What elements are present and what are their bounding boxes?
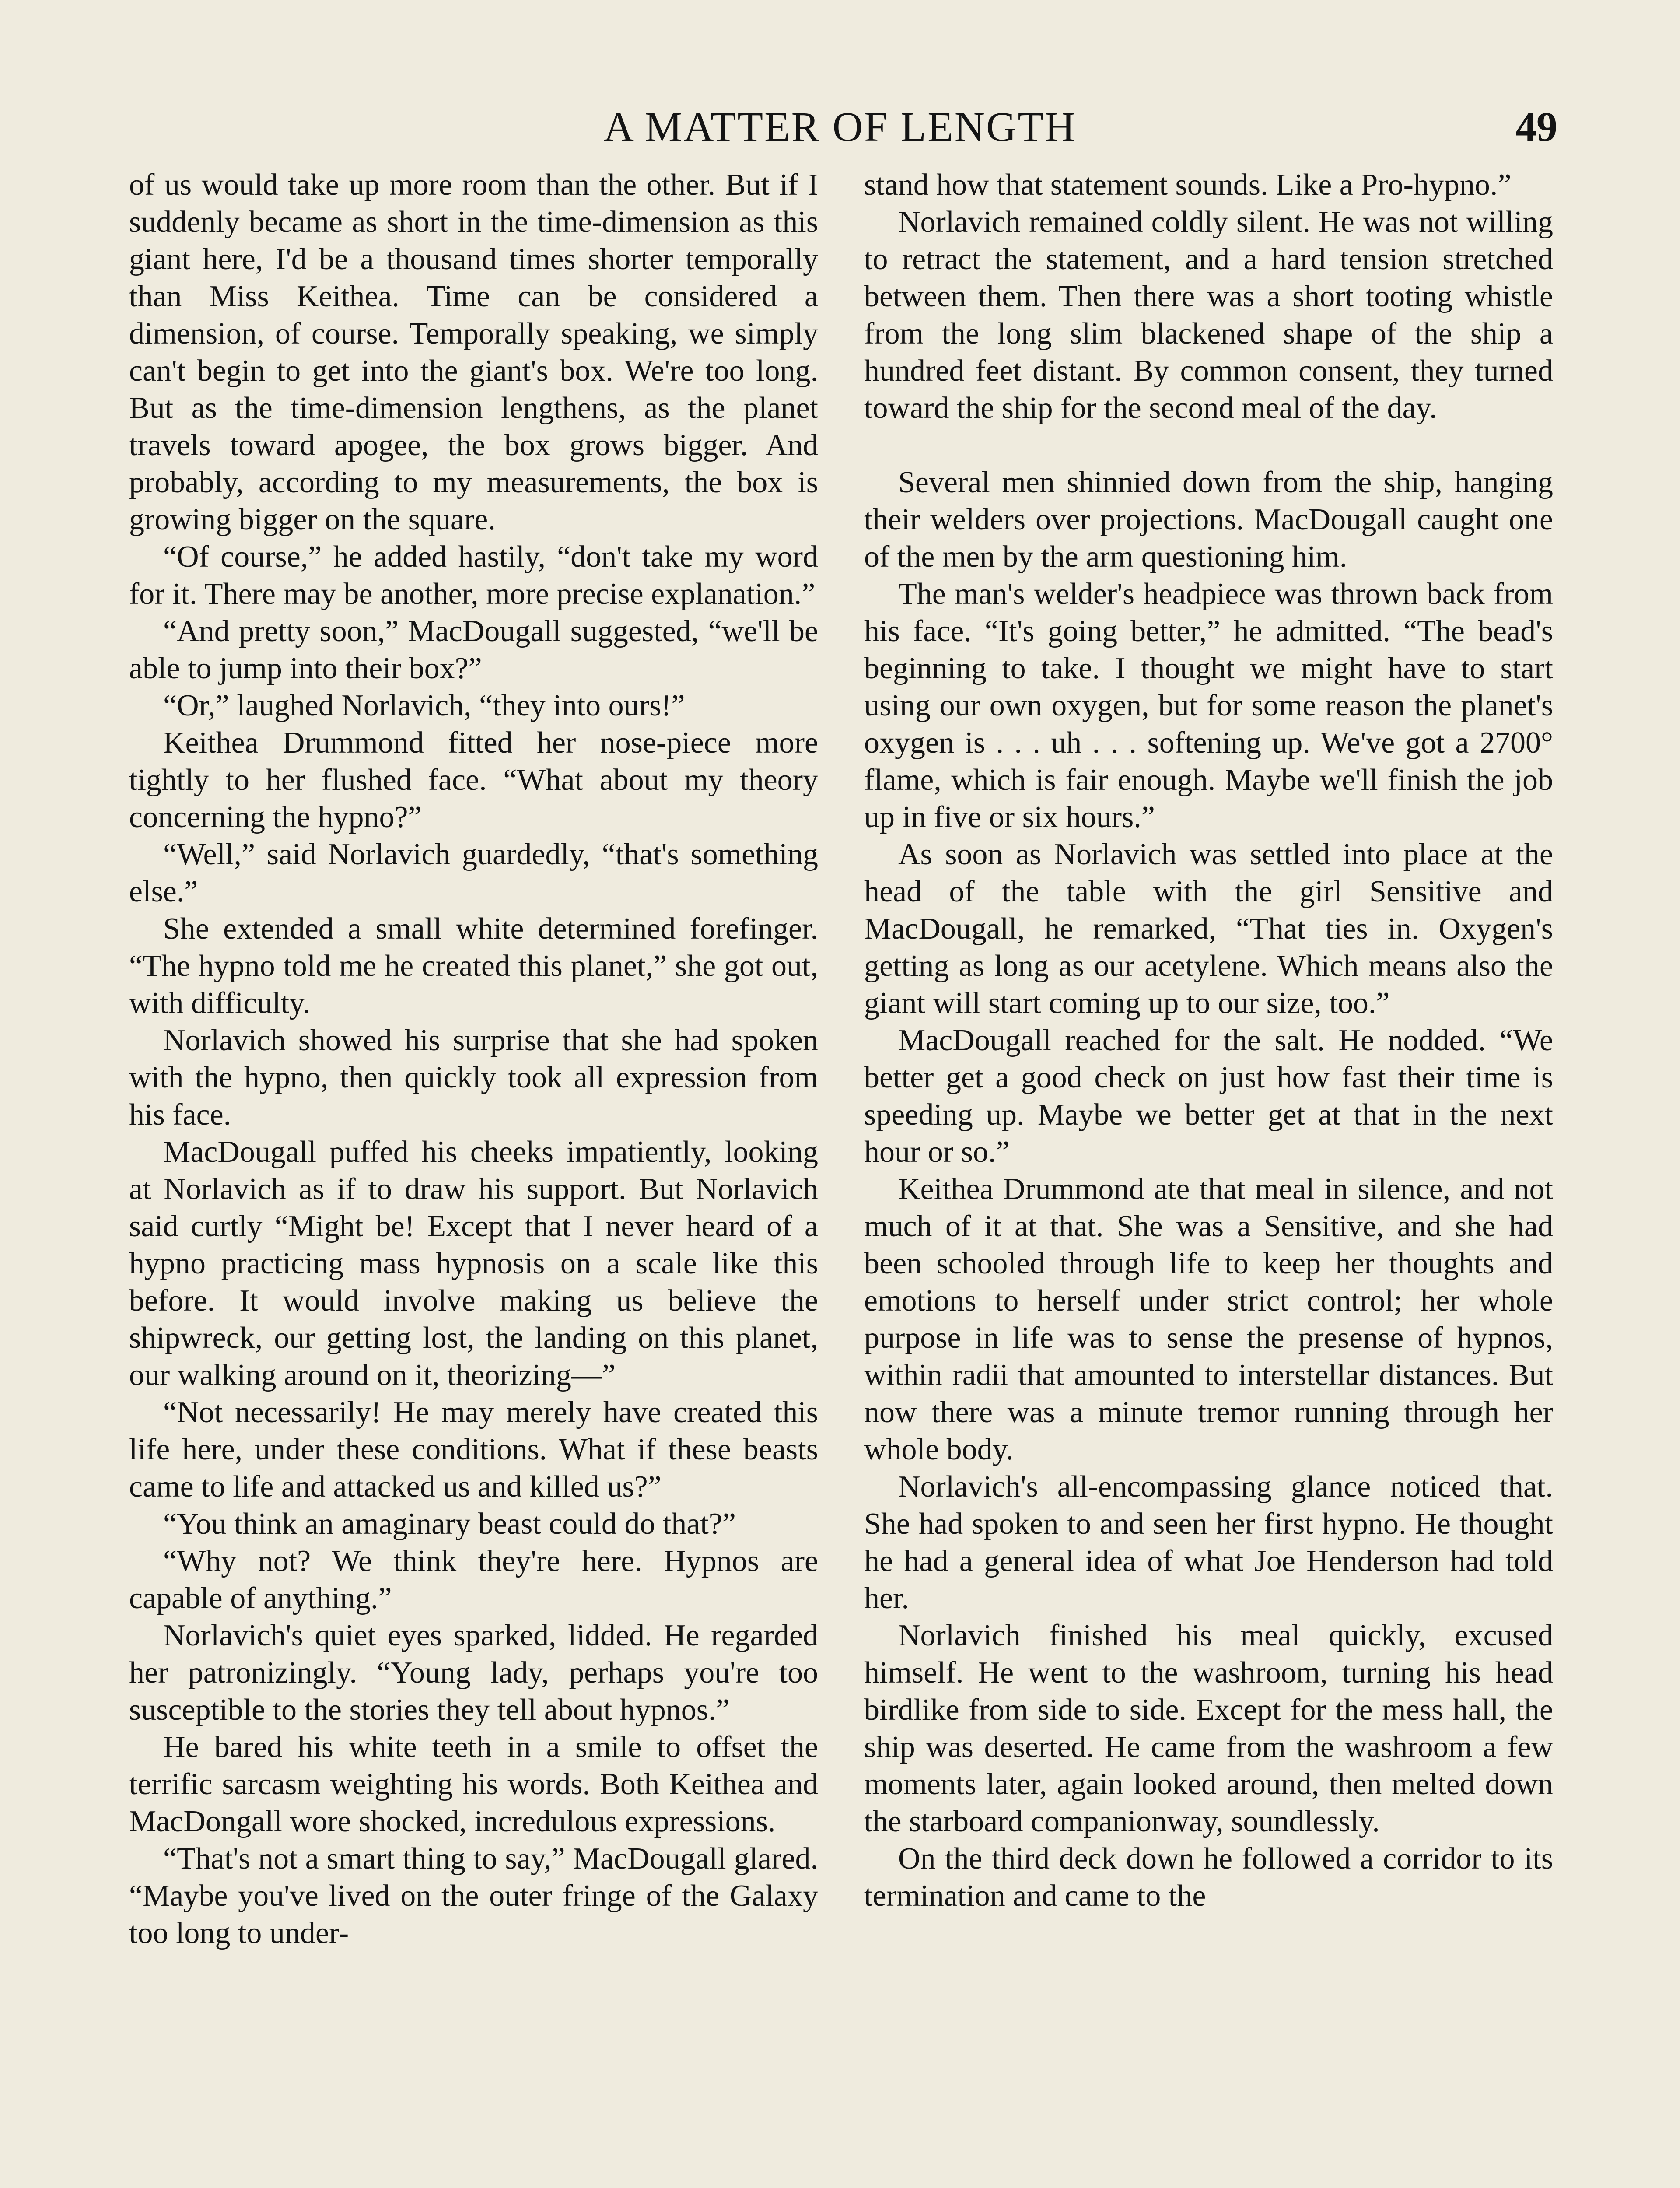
paragraph: “You think an amaginary beast could do that?” [163,1507,736,1541]
right-column [864,166,1553,1914]
paragraph: “Of course,” he added hastily, “don't take my word for it. There may be another, more precise explanation.” [129,540,818,611]
paragraph: “Why not? We think they're here. Hypnos are capable of anything.” [129,1544,818,1615]
paragraph: “And pretty soon,” MacDougall suggested, “we'll be able to jump into their box?” [129,614,818,685]
running-title: A MATTER OF LENGTH [603,103,1077,150]
paragraph: “Not necessarily! He may merely have created this life here, under these conditions. What if these beasts came to life and attacked us and killed us?” [129,1396,818,1504]
paragraph: Norlavich showed his surprise that she had spoken with the hypno, then quickly took all expression from his face. [129,1024,818,1132]
paragraph: Keithea Drummond ate that meal in silence, and not much of it at that. She was a Sensitive, and she had been schooled through life to keep her thoughts and emotions to herself under strict control; her whole purpose in life was to sense the presense of hypnos, within radii that amounted to interstellar distances. But now there was a minute tremor running through her whole body. [864,1172,1553,1466]
paragraph: of us would take up more room than the other. But if I suddenly became as short in the time-dimension as this giant here, I'd be a thousand times shorter temporally than Miss Keithea. Time can be considered a dimension, of course. Temporally speaking, we simply can't begin to get into the giant's box. We're too long. But as the time-dimension lengthens, as the planet travels toward apogee, the box grows bigger. And probably, according to my measurements, the box is growing bigger on the square. [129,168,818,536]
paragraph: Norlavich finished his meal quickly, excused himself. He went to the washroom, turning his head birdlike from side to side. Except for the mess hall, the ship was deserted. He came from the washroom a few moments later, again looked around, then melted down the starboard companionway, soundlessly. [864,1619,1553,1838]
paragraph: Keithea Drummond fitted her nose-piece more tightly to her flushed face. “What about my theory concerning the hypno?” [129,726,818,834]
paragraph: stand how that statement sounds. Like a Pro-hypno.” [864,168,1512,202]
paragraph: He bared his white teeth in a smile to offset the terrific sarcasm weighting his words. Both Keithea and MacDongall wore shocked, incredulous expressions. [129,1730,818,1838]
paragraph: Norlavich's all-encompassing glance noticed that. She had spoken to and seen her first hypno. He thought he had a general idea of what Joe Henderson had told her. [864,1470,1553,1615]
paragraph: MacDougall puffed his cheeks impatiently, looking at Norlavich as if to draw his support. But Norlavich said curtly “Might be! Except that I never heard of a hypno practicing mass hypnosis on a scale like this before. It would involve making us believe the shipwreck, our getting lost, the landing on this planet, our walking around on it, theorizing—” [129,1135,818,1392]
paragraph: Several men shinnied down from the ship, hanging their welders over projections. MacDougall caught one of the men by the arm questioning him. [864,466,1553,574]
section-break [864,427,1553,464]
paragraph: Norlavich's quiet eyes sparked, lidded. He regarded her patronizingly. “Young lady, perhaps you're too susceptible to the stories they tell about hypnos.” [129,1619,818,1727]
page-header [122,98,1558,155]
paragraph: On the third deck down he followed a corridor to its termination and came to the [864,1842,1553,1913]
page-number: 49 [1516,103,1558,150]
paragraph: “That's not a smart thing to say,” MacDougall glared. “Maybe you've lived on the outer fringe of the Galaxy too long to under- [129,1842,818,1950]
paragraph: She extended a small white determined forefinger. “The hypno told me he created this planet,” she got out, with difficulty. [129,912,818,1020]
paragraph: “Or,” laughed Norlavich, “they into ours!” [163,689,685,722]
left-column [129,166,818,1952]
paragraph: MacDougall reached for the salt. He nodded. “We better get a good check on just how fast their time is speeding up. Maybe we better get at that in the next hour or so.” [864,1024,1553,1169]
paragraph: As soon as Norlavich was settled into place at the head of the table with the girl Sensitive and MacDougall, he remarked, “That ties in. Oxygen's getting as long as our acetylene. Which means also the giant will start coming up to our size, too.” [864,838,1553,1020]
paragraph: The man's welder's headpiece was thrown back from his face. “It's going better,” he admitted. “The bead's beginning to take. I thought we might have to start using our own oxygen, but for some reason the planet's oxygen is . . . uh . . . softening up. We've got a 2700° flame, which is fair enough. Maybe we'll finish the job up in five or six hours.” [864,577,1553,834]
paragraph: “Well,” said Norlavich guardedly, “that's something else.” [129,838,818,908]
paragraph: Norlavich remained coldly silent. He was not willing to retract the statement, and a hard tension stretched between them. Then there was a short tooting whistle from the long slim blackened shape of the ship a hundred feet distant. By common consent, they turned toward the ship for the second meal of the day. [864,205,1553,425]
